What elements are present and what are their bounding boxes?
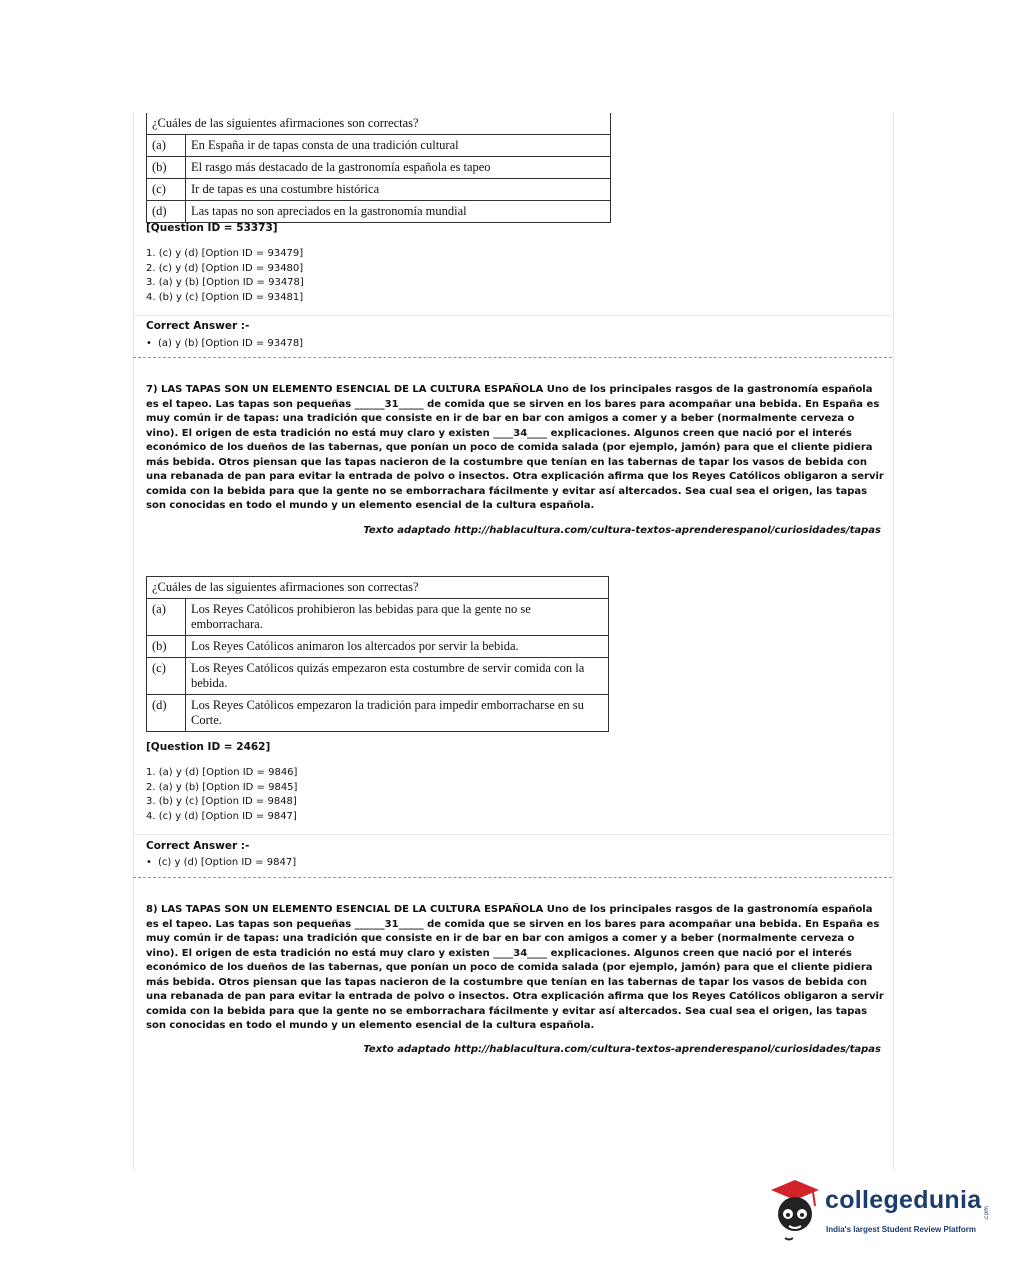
option-item: 4. (c) y (d) [Option ID = 9847] [146,810,297,822]
option-item: 2. (a) y (b) [Option ID = 9845] [146,781,298,793]
collegedunia-logo [765,1176,995,1246]
divider [133,834,892,835]
table-header: ¿Cuáles de las siguientes afirmaciones son correctas? [147,577,609,599]
mascot-icon [765,1176,825,1246]
q7-question-id: [Question ID = 2462] [146,741,271,753]
question-separator [133,877,892,878]
q7-source: Texto adaptado http://hablacultura.com/cultura-textos-aprenderespanol/curiosidades/tapas [363,525,881,536]
table-row: (b) Los Reyes Católicos animaron los altercados por servir la bebida. [147,636,609,658]
table-row: (a) En España ir de tapas consta de una tradición cultural [147,135,611,157]
table-row: (b) El rasgo más destacado de la gastronomía española es tapeo [147,157,611,179]
q8-passage: 8) LAS TAPAS SON UN ELEMENTO ESENCIAL DE LA CULTURA ESPAÑOLA Uno de los principales rasgos de la gastronomía española es el tapeo. Las tapas son pequeñas ______31_____ de comida que se sirven en los bares para acompañar una bebida. En España es muy común ir de tapas: una tradición que consiste en ir de bar en bar con amigos a comer y a beber (normalmente cerveza o vino). El origen de esta tradición no está muy claro y existen ____34____ explicaciones. Algunos creen que nació por el interés económico de los dueños de las tabernas, que ponían un poco de comida salada (por ejemplo, jamón) para que el cliente pidiera más bebida. Otros piensan que las tapas nacieron de la costumbre que tenían en las tabernas de tapar los vasos de bebida con una rebanada de pan para evitar la entrada de polvo o insectos. Otra explicación afirma que los Reyes Católicos obligaron a servir comida con la bebida para que la gente no se emborrachara fácilmente y evitar así altercados. Sea cual sea el origen, las tapas son conocidas en todo el mundo y un elemento esencial de la cultura española. [146,904,884,1031]
table-row: (c) Los Reyes Católicos quizás empezaron esta costumbre de servir comida con la bebida. [147,658,609,695]
option-item: 3. (b) y (c) [Option ID = 9848] [146,796,297,808]
q6-question-id: [Question ID = 53373] [146,222,278,234]
table-row: (d) Los Reyes Católicos empezaron la tradición para impedir emborracharse en su Corte. [147,695,609,732]
option-item: 2. (c) y (d) [Option ID = 93480] [146,262,304,274]
q7-passage: 7) LAS TAPAS SON UN ELEMENTO ESENCIAL DE LA CULTURA ESPAÑOLA Uno de los principales rasgos de la gastronomía española es el tapeo. Las tapas son pequeñas ______31_____ de comida que se sirven en los bares para acompañar una bebida. En España es muy común ir de tapas: una tradición que consiste en ir de bar en bar con amigos a comer y a beber (normalmente cerveza o vino). El origen de esta tradición no está muy claro y existen ____34____ explicaciones. Algunos creen que nació por el interés económico de los dueños de las tabernas, que ponían un poco de comida salada (por ejemplo, jamón) para que el cliente pidiera más bebida. Otros piensan que las tapas nacieron de la costumbre que tenían en las tabernas de tapar los vasos de bebida con una rebanada de pan para evitar la entrada de polvo o insectos. Otra explicación afirma que los Reyes Católicos obligaron a servir comida con la bebida para que la gente no se emborrachara fácilmente y evitar así altercados. Sea cual sea el origen, las tapas son conocidas en todo el mundo y un elemento esencial de la cultura española. [146,384,884,511]
bullet-icon: • [146,338,152,349]
brand-tagline: India's largest Student Review Platform [826,1225,976,1234]
table-header: ¿Cuáles de las siguientes afirmaciones son correctas? [147,113,611,135]
q7-options [146,766,297,824]
option-item: 1. (c) y (d) [Option ID = 93479] [146,248,304,259]
option-item: 1. (a) y (d) [Option ID = 9846] [146,767,298,778]
bullet-icon: • [146,857,152,868]
q6-options [146,247,304,305]
option-item: 3. (a) y (b) [Option ID = 93478] [146,277,304,289]
q6-correct-answer: • (a) y (b) [Option ID = 93478] [146,338,304,349]
q8-source: Texto adaptado http://hablacultura.com/cultura-textos-aprenderespanol/curiosidades/tapas [363,1044,881,1055]
table-row: (d) Las tapas no son apreciados en la gastronomía mundial [147,201,611,223]
table-row: (c) Ir de tapas es una costumbre histórica [147,179,611,201]
table-row: (a) Los Reyes Católicos prohibieron las bebidas para que la gente no se emborrachara. [147,599,609,636]
q6-correct-answer-label: Correct Answer :- [146,320,250,332]
q7-statements-table [146,576,609,732]
option-item: 4. (b) y (c) [Option ID = 93481] [146,291,304,303]
divider [133,315,892,316]
q7-correct-answer: • (c) y (d) [Option ID = 9847] [146,857,297,868]
q6-statements-table [146,113,611,223]
brand-name: collegedunia [825,1186,982,1214]
question-separator [133,357,892,358]
brand-com: .com [983,1206,990,1221]
q7-correct-answer-label: Correct Answer :- [146,840,250,852]
